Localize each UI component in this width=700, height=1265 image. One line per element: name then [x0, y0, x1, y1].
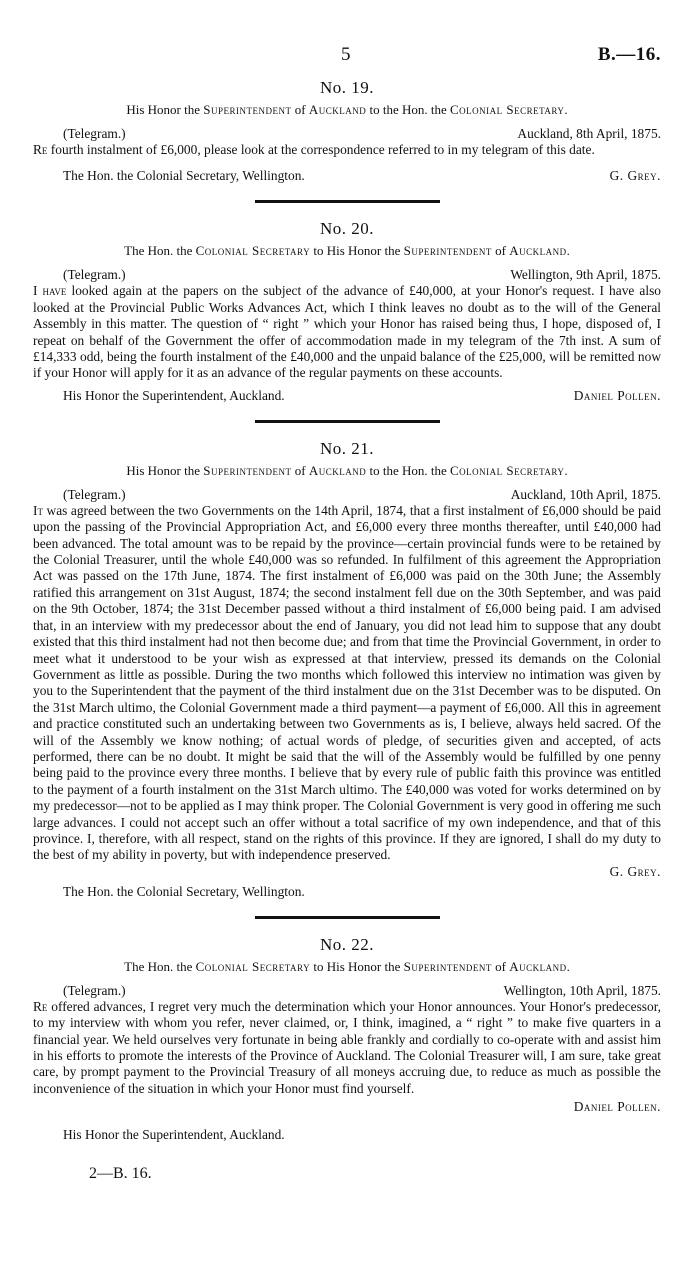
letter-meta — [33, 126, 661, 142]
letter-address: His Honor the Superintendent of Auckland to the Hon. the Colonial Secretary. — [126, 462, 568, 478]
letter-body: Re fourth instalment of £6,000, please look at the correspondence referred to in my telegram of this date. — [33, 142, 595, 157]
letter-meta — [33, 487, 661, 503]
letter-addressee: His Honor the Superintendent, Auckland. — [63, 1127, 285, 1143]
letter-signature: Daniel Pollen. — [573, 1099, 661, 1115]
letter-place-date: Auckland, 8th April, 1875. — [517, 126, 661, 141]
page-header — [33, 44, 661, 72]
letter-medium: (Telegram.) — [63, 267, 126, 283]
letter-place-date: Wellington, 9th April, 1875. — [510, 267, 661, 283]
printer-signature-mark: 2—B. 16. — [89, 1165, 152, 1183]
letter-signoff — [33, 388, 661, 404]
letter-signature: G. Grey. — [609, 168, 661, 184]
letter-number: No. 19. — [319, 78, 375, 97]
section-divider — [255, 916, 440, 919]
letter-body: It was agreed between the two Governments on the 14th April, 1874, that a first instalment of £6,000 should be paid upon the passing of the Provincial Appropriation Act, and £6,000 every three months thereafter, until £40,000 had been advanced. The total amount was to be repaid by the province—certain provincial funds were to be retained by the Colonial Treasurer, until the whole £40,000 was so refunded. In fulfilment of this agreement the Appropriation Act was passed on the 17th June, 1874. The first instalment of £6,000 was paid on the 30th June; the Assembly ratified this arrangement on 31st August, 1874; the second instalment fell due on the 30th September, and was paid on the 9th October, 1874; the 31st December passed without a third instalment of £6,000 being paid. I am advised that, in an interview with my predecessor about the end of January, you did not lead him to suppose that any doubt existed that this third instalment had not then become due; and from that time the Provincial Government, in order to meet what it understood to be your wish as expressed at that interview, pressed its demands on the Colonial Government as little as possible. During the two months which followed this interview no intimation was given by you to the Superintendent that the payment of the third instalment due on the 31st December was to be disputed. On the 31st March ultimo, the Colonial Government made a third payment—a payment of £6,000. All this in agreement and practice constituted such an undertaking between two Governments as is, I believe, always held sacred. Of the will of the Assembly we know nothing; of actual words of pledge, of securities given and accepted, of acts performed, there can be no doubt. It might be said that the will of the Assembly would be fulfilled by one penny being paid to the province every three months. I believe that by every rule of public faith this province was entitled to the payment of a fourth instalment on the 31st March ultimo. The £40,000 was voted for works determined on by my predecessor—not to be applied as I may think proper. The Colonial Government is very good in offering me such large advances. I could not accept such an offer without a total sacrifice of my own independence, and that of this province. I, therefore, with all respect, stand on the rights of this province. If they are ignored, I shall do my duty to the best of my ability in poverty, but with independence preserved. — [33, 502, 661, 863]
letter-addressee: His Honor the Superintendent, Auckland. — [63, 387, 285, 403]
letter-number: No. 22. — [319, 934, 375, 954]
letter-signoff — [33, 168, 661, 184]
document-page — [33, 44, 661, 1183]
letter-20 — [33, 219, 661, 403]
section-divider — [255, 200, 440, 203]
letter-body: I have looked again at the papers on the subject of the advance of £40,000, at your Honor's request. I have also looked at the Provincial Public Works Advances Act, which I think leaves no doubt as to the will of the General Assembly in this matter. The question of “ right ” which your Honor has raised being thus, I hope, disposed of, I repeat on behalf of the Government the offer of accommodation made in my telegram of the 7th inst. A sum of £14,333 odd, being the fourth instalment of the £40,000 and the unpaid balance of the £25,000, will be remitted now if your Honor will apply for it as an advance of the regular payments on these accounts. — [33, 283, 661, 381]
letter-medium: (Telegram.) — [63, 486, 126, 502]
letter-address: His Honor the Superintendent of Auckland to the Hon. the Colonial Secretary. — [126, 102, 568, 117]
page-number: 5 — [341, 44, 351, 65]
letter-medium: (Telegram.) — [63, 982, 126, 998]
letter-place-date: Auckland, 10th April, 1875. — [510, 486, 661, 502]
letter-medium: (Telegram.) — [63, 126, 126, 141]
letter-signature: G. Grey. — [609, 863, 661, 879]
letter-number: No. 21. — [319, 438, 375, 458]
letter-21 — [33, 439, 661, 900]
letter-19 — [33, 78, 661, 184]
letter-address: The Hon. the Colonial Secretary to His Honor the Superintendent of Auckland. — [124, 958, 570, 974]
letter-meta — [33, 267, 661, 283]
letter-number: No. 20. — [319, 219, 375, 239]
section-divider — [255, 420, 440, 423]
letter-22 — [33, 935, 661, 1143]
letter-address: The Hon. the Colonial Secretary to His Honor the Superintendent of Auckland. — [124, 243, 570, 259]
letter-addressee: The Hon. the Colonial Secretary, Wellington. — [63, 883, 305, 899]
letter-body: Re offered advances, I regret very much the determination which your Honor announces. Your Honor's predecessor, to my interview with whom you refer, never claimed, or, I think, imagined, a “ right ” to make five quarters in a financial year. We held ourselves very fortunate in being able frankly and cordially to co-operate with and assist him in his efforts to promote the interests of the Province of Auckland. The Colonial Treasurer will, I am sure, take great care, by prompt payment to the Provincial Treasury of all moneys accruing due, to reduce as much as possible the inconvenience of the situation in which your Honor must find yourself. — [33, 998, 661, 1096]
letter-place-date: Wellington, 10th April, 1875. — [503, 982, 661, 998]
letter-addressee: The Hon. the Colonial Secretary, Wellington. — [63, 168, 305, 184]
letter-meta — [33, 983, 661, 999]
letter-signature: Daniel Pollen. — [573, 387, 661, 403]
document-reference: B.—16. — [597, 44, 661, 65]
